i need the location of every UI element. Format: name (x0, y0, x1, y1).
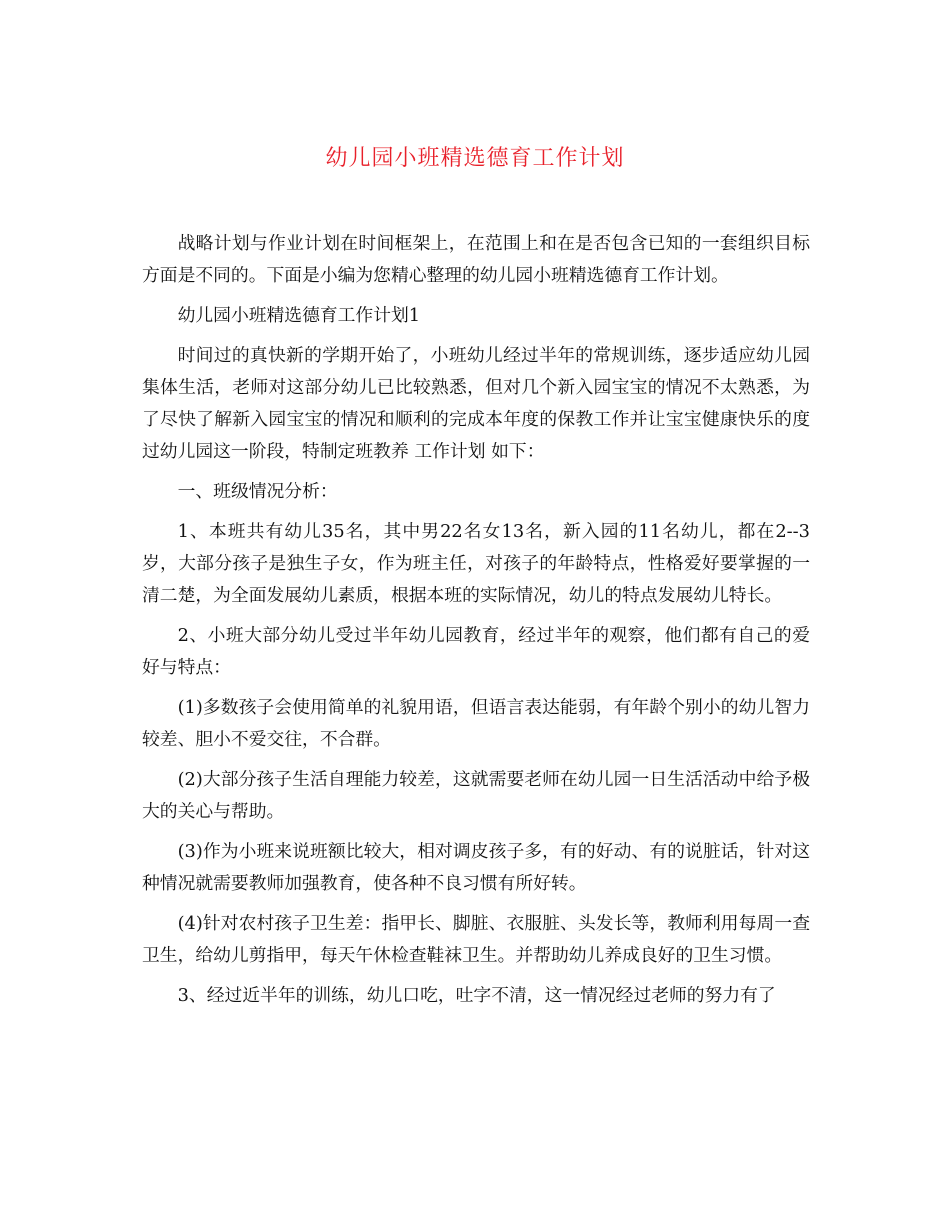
document-title: 幼儿园小班精选德育工作计划 (325, 146, 625, 171)
paragraph-item-2: 2、小班大部分幼儿受过半年幼儿园教育，经过半年的观察，他们都有自己的爱好与特点： (142, 625, 810, 678)
paragraph-subitem-3: (3)作为小班来说班额比较大，相对调皮孩子多，有的好动、有的说脏话，针对这种情况就需要教师加强教育，使各种不良习惯有所好转。 (142, 841, 810, 894)
paragraph-opening: 时间过的真快新的学期开始了，小班幼儿经过半年的常规训练，逐步适应幼儿园集体生活，老师对这部分幼儿已比较熟悉，但对几个新入园宝宝的情况不太熟悉，为了尽快了解新入园宝宝的情况和顺利的完成本年度的保教工作并让宝宝健康快乐的度过幼儿园这一阶段，特制定班教养 工作计划 如下： (142, 345, 810, 462)
paragraph-item-3: 3、经过近半年的训练，幼儿口吃，吐字不清，这一情况经过老师的努力有了 (177, 985, 776, 1006)
paragraph-subitem-1: (1)多数孩子会使用简单的礼貌用语，但语言表达能弱，有年龄个别小的幼儿智力较差、胆小不爱交往，不合群。 (142, 697, 810, 750)
paragraph-section-heading: 幼儿园小班精选德育工作计划1 (177, 305, 421, 326)
paragraph-subitem-2: (2)大部分孩子生活自理能力较差，这就需要老师在幼儿园一日生活活动中给予极大的关心与帮助。 (142, 769, 810, 822)
paragraph-intro: 战略计划与作业计划在时间框架上，在范围上和在是否包含已知的一套组织目标方面是不同的。下面是小编为您精心整理的幼儿园小班精选德育工作计划。 (142, 233, 810, 286)
paragraph-item-1: 1、本班共有幼儿35名，其中男22名女13名，新入园的11名幼儿，都在2--3岁，大部分孩子是独生子女，作为班主任，对孩子的年龄特点，性格爱好要掌握的一清二楚，为全面发展幼儿素质，根据本班的实际情况，幼儿的特点发展幼儿特长。 (142, 521, 810, 606)
paragraph-class-analysis-heading: 一、班级情况分析： (177, 481, 338, 502)
paragraph-subitem-4: (4)针对农村孩子卫生差：指甲长、脚脏、衣服脏、头发长等，教师利用每周一查卫生，给幼儿剪指甲，每天午休检查鞋袜卫生。并帮助幼儿养成良好的卫生习惯。 (142, 913, 810, 966)
document-body (142, 228, 810, 1020)
